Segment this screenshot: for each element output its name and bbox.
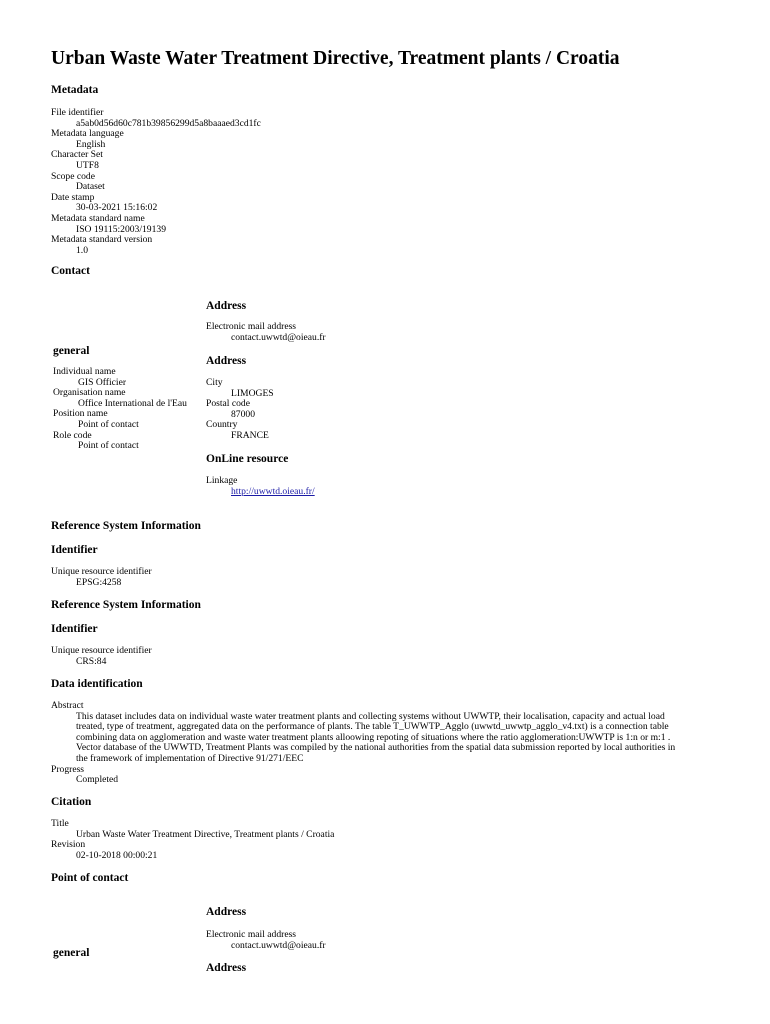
identifier-heading: Identifier (51, 623, 98, 635)
abstract-line: This dataset includes data on individual waste water treatment plants and collecting systems without UWWTP, their localisation, capacity and actual load (76, 710, 665, 722)
field-label: Character Set (51, 149, 103, 161)
field-value: 30-03-2021 15:16:02 (76, 202, 158, 214)
field-label: Metadata standard name (51, 212, 145, 224)
field-value: 1.0 (76, 244, 88, 256)
linkage-label: Linkage (206, 475, 238, 486)
field-label: Scope code (51, 170, 95, 182)
email-value: contact.uwwtd@oieau.fr (231, 331, 326, 343)
progress-label: Progress (51, 763, 85, 775)
point-of-contact-heading: Point of contact (51, 872, 129, 884)
email-value: contact.uwwtd@oieau.fr (231, 939, 326, 951)
abstract-label: Abstract (51, 700, 84, 711)
field-label: Revision (51, 839, 86, 851)
page-title: Urban Waste Water Treatment Directive, Treatment plants / Croatia (51, 48, 620, 69)
email-block (206, 322, 326, 343)
address-heading: Address (206, 300, 247, 312)
general-heading: general (53, 345, 90, 357)
field-value: 02-10-2018 00:00:21 (76, 849, 158, 861)
address-heading: Address (206, 355, 247, 367)
field-value: FRANCE (231, 429, 269, 441)
field-label: Postal code (206, 398, 250, 410)
field-label: Metadata language (51, 128, 124, 140)
address-heading: Address (206, 906, 247, 918)
address-heading: Address (206, 962, 247, 974)
address-fields (206, 378, 274, 442)
metadata-heading: Metadata (51, 84, 99, 96)
field-value: Urban Waste Water Treatment Directive, Treatment plants / Croatia (76, 828, 335, 840)
field-label: Country (206, 419, 238, 431)
field-label: Date stamp (51, 191, 95, 203)
field-value: 87000 (231, 408, 255, 420)
contact-fields (53, 367, 201, 452)
field-value: ISO 19115:2003/19139 (76, 223, 166, 235)
email-label: Electronic mail address (206, 929, 297, 940)
field-value: Office International de l'Eau (78, 398, 187, 409)
identifier-heading: Identifier (51, 544, 98, 556)
field-label: City (206, 377, 223, 388)
abstract-block (51, 701, 675, 786)
field-label: Unique resource identifier (51, 566, 152, 577)
data-identification-heading: Data identification (51, 678, 143, 690)
field-value: Point of contact (78, 418, 139, 430)
abstract-line: Vector database of the UWWTD, Treatment Plants was compiled by the national authorities from the spatial data submission reported by local authorities in (76, 742, 676, 754)
field-value: EPSG:4258 (76, 576, 122, 588)
reference-system-heading: Reference System Information (51, 520, 201, 532)
field-value: UTF8 (76, 159, 99, 171)
contact-heading: Contact (51, 265, 90, 277)
reference-system-heading: Reference System Information (51, 599, 201, 611)
field-value: Dataset (76, 181, 105, 193)
abstract-line: treated, type of treatment, aggregated data on the performance of plants. The table T_UWWTP_Agglo (uwwtd_uwwtp_agglo_v4.txt) is a connection table (76, 721, 669, 733)
field-label: File identifier (51, 107, 104, 118)
field-label: Individual name (53, 366, 116, 377)
field-value: CRS:84 (76, 655, 107, 667)
field-label: Position name (53, 408, 108, 420)
abstract-line: the framework of implementation of Directive 91/271/EEC (76, 752, 304, 764)
field-label: Metadata standard version (51, 234, 153, 246)
field-label: Role code (53, 429, 92, 441)
citation-fields (51, 819, 334, 861)
field-value: English (76, 138, 106, 150)
abstract-line: combining data on agglomeration and waste water treatment plants alloowing repoting of situations where the ratio agglomeration:UWWTP is 1:n or m:1 . (76, 731, 671, 743)
field-label: Title (51, 818, 69, 829)
identifier-block (51, 567, 152, 588)
field-value: a5ab0d56d60c781b39856299d5a8baaaed3cd1fc (76, 117, 261, 129)
online-resource-heading: OnLine resource (206, 453, 289, 465)
metadata-fields (51, 108, 261, 256)
field-label: Unique resource identifier (51, 645, 152, 656)
identifier-block (51, 646, 152, 667)
citation-heading: Citation (51, 796, 92, 808)
linkage-link[interactable]: http://uwwtd.oieau.fr/ (231, 485, 315, 497)
field-value: GIS Officier (78, 376, 127, 388)
email-block (206, 930, 326, 951)
email-label: Electronic mail address (206, 321, 297, 332)
progress-value: Completed (76, 774, 119, 786)
field-value: Point of contact (78, 440, 139, 452)
field-value: LIMOGES (231, 387, 274, 399)
general-heading: general (53, 947, 90, 959)
linkage-block (206, 476, 315, 497)
field-label: Organisation name (53, 387, 126, 399)
